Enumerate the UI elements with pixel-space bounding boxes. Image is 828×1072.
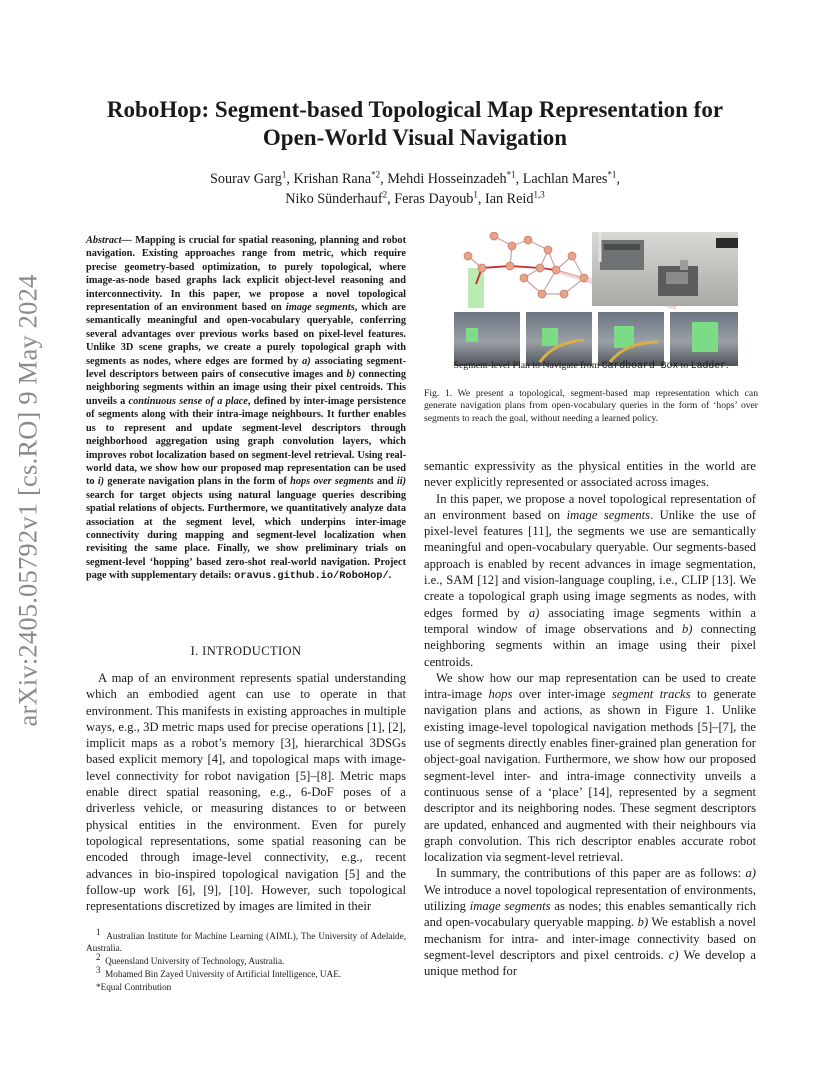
abstract-emphasis: hops over segments — [290, 476, 374, 488]
text-run: to generate navigation plans and actions, as shown in Figure 1. Unlike existing image-level topological navigation methods [5]–[7], the use of segments directly enables finer-grained plan generation for object-goal navigation. Furthermore, we show how our proposed segment-level inter- and intra-image connectivity unveils a continuous sense of a ‘place’ [14], represented by a segment descriptor and its neighboring nodes. These segment descriptors are updated, enhanced and augmented with their neighbours via graph convolution. This rich descriptor enables accurate robot localization via segment-level retrieval. — [424, 687, 756, 865]
figure-1-graphic — [454, 232, 738, 367]
source-object-label: Cardboard Box — [601, 360, 679, 371]
abstract-text: search for target objects using natural language queries describing spatial relations of objects. Furthermore, we quantitatively analyze data association at the segment level, which underpins inter-image connectivity during mapping and segment-level localization when revisiting the same place. Finally, we show preliminary trials on segment-level ‘hopping’ based zero-shot real-world navigation. Project page with supplementary details: — [86, 489, 406, 582]
text-run: over inter-image — [512, 687, 612, 702]
abstract-emphasis: continuous sense of a place — [128, 395, 248, 407]
intro-paragraph: A map of an environment represents spatial understanding which an embodied agent can use to operate in that environment. This manifests in existing approaches in multiple ways, e.g., 3D metric maps used for precise operations [1], [2], implicit maps as a robot’s memory [3], hierarchical 3DSGs based explicit memory [4], and topological maps with image-level connectivity for robot navigation [5]–[8]. Metric maps enable direct spatial reasoning, e.g., 6-DoF poses of a driverless vehicle, or measuring distances to or between physical entities in the environment. Even for purely topological representations, some spatial reasoning can be encoded through image-level connectivity, e.g., recent advances in bio-inspired topological navigation [5] and the follow-up work [6], [9], [10]. However, such topological representations discretized by images are limited in their — [86, 671, 406, 914]
camera-frame-sequence — [454, 312, 738, 366]
affiliation-mark: 1,3 — [533, 189, 545, 200]
abstract-emphasis: b) — [346, 369, 356, 381]
figure-label-text: to — [678, 360, 691, 371]
robot-scene-photo — [592, 232, 738, 306]
author-name: Krishan Rana — [293, 171, 372, 187]
footnote-mark: 3 — [96, 964, 101, 975]
abstract-text: , which are semantically meaningful and open-vocabulary queryable, conferring several advantages over previous works based on pixel-level features. Unlike 3D scene graphs, we create a purely topological graph with segments as nodes, where edges are formed by — [86, 302, 406, 367]
authors-line-2: Niko Sünderhauf$^2$, Feras Dayoub$^1$, Ian Reid$^{1,3}$ — [285, 189, 545, 207]
text-run: In summary, the contributions of this paper are as follows: — [436, 866, 746, 881]
abstract-text: — Mapping is crucial for spatial reasoning, planning and robot navigation. Existing approaches range from metric, which require precise geometry-based optimization, to purely topological, where image-as-node based graphs lack explicit object-level reasoning and interconnectivity. In this paper, we propose a novel topological representation of an environment based on — [86, 235, 406, 314]
arxiv-id-text: arXiv:2405.05792v1 [cs.RO] 9 May 2024 — [12, 274, 43, 726]
emphasis: b) — [637, 915, 649, 930]
abstract-text: associating segment-level descriptors between pairs of consecutive images and — [86, 355, 407, 381]
text-run: associating image segments within a temporal window of image observations and — [424, 605, 756, 636]
abstract-text: generate navigation plans in the form of — [104, 476, 291, 488]
affiliation-mark: *1 — [607, 169, 617, 180]
affiliation-mark: *2 — [371, 169, 381, 180]
author-list — [70, 169, 760, 209]
author-name: Mehdi Hosseinzadeh — [387, 171, 507, 187]
emphasis: image segments — [566, 507, 651, 522]
figure-1 — [454, 232, 738, 367]
abstract-text: connecting neighboring segments within an image using their pixel centroids. This unveils a — [86, 369, 406, 407]
abstract — [86, 234, 406, 584]
author-name: Ian Reid — [485, 191, 534, 207]
authors-line-1: Sourav Garg$^1$, Krishan Rana$^{*2}$, Mehdi Hosseinzadeh$^{*1}$, Lachlan Mares$^{*1}$, — [210, 169, 620, 187]
text-run: . Unlike the use of pixel-level features [11], the segments we use are semantically meaningful and open-vocabulary queryable. Our segments-based approach is enabled by recent advances in image segmentation, i.e., SAM [12] and vision-language coupling, i.e., CLIP [13]. We create a topological graph using image segments as nodes, with edges formed by — [424, 507, 756, 620]
author-name: Sourav Garg — [210, 171, 282, 187]
text-run: We establish a novel mechanism for intra- and inter-image connectivity based on segment-level descriptors and pixel centroids. — [424, 915, 756, 962]
introduction-left-column — [86, 670, 406, 914]
affiliation-mark: 1 — [473, 189, 478, 200]
abstract-text: . — [388, 570, 392, 582]
abstract-text: and — [373, 476, 397, 488]
text-run: We show how our map representation can be used to create intra-image — [424, 670, 756, 702]
figure-caption: Fig. 1. We present a topological, segment-based map representation which can generate navigation plans from open-vocabulary queries in the form of ‘hops’ over segments to reach the goal, without needing a learned policy. — [424, 388, 758, 424]
abstract-label: Abstract — [86, 235, 122, 246]
emphasis: hops — [488, 687, 513, 702]
paper-title — [70, 96, 760, 152]
emphasis: segment tracks — [612, 687, 691, 702]
introduction-right-column — [424, 458, 756, 980]
footnote-1 — [86, 926, 406, 954]
author-name: Niko Sünderhauf — [285, 191, 383, 207]
footnote-2 — [86, 951, 406, 967]
text-run: as nodes; this enables semantically rich and open-vocabulary queryable mapping. — [424, 899, 756, 930]
title-line-1: RoboHop: Segment-based Topological Map Representation for — [106, 97, 724, 122]
goal-segment-highlight — [468, 268, 484, 308]
footnote-4: *Equal Contribution — [96, 982, 172, 992]
text-run: We develop a unique method for — [424, 947, 756, 979]
abstract-emphasis: a) — [302, 355, 311, 367]
emphasis: image segments — [469, 899, 551, 914]
footnote-3 — [86, 964, 406, 980]
text-run: In this paper, we propose a novel topological representation of an environment based on — [424, 491, 756, 522]
affiliation-mark: 1 — [281, 169, 287, 180]
footnote-text: Mohamed Bin Zayed University of Artificial Intelligence, UAE. — [105, 969, 342, 979]
intro-paragraph — [424, 865, 756, 979]
project-url-link[interactable]: oravus.github.io/RoboHop/ — [234, 570, 389, 583]
text-run: We introduce a novel topological representation of environments, utilizing — [424, 882, 756, 914]
emphasis: a) — [745, 866, 756, 881]
author-name: Lachlan Mares — [522, 171, 608, 187]
abstract-text: , defined by inter-image persistence of segments along with their intra-image neighbours. It further enables us to represent and update segment-level descriptors through neighborhood aggregation using graph convolution layers, which improves robot localization based on segment-level retrieval. Using real-world data, we show how our proposed map representation can be used to — [86, 395, 406, 488]
footnote-text: Australian Institute for Machine Learning (AIML), The University of Adelaide, Australia. — [86, 931, 406, 953]
arxiv-identifier — [6, 274, 50, 726]
footnote-text: Queensland University of Technology, Australia. — [105, 956, 285, 966]
emphasis: c) — [668, 947, 679, 962]
footnote-mark: 1 — [96, 926, 101, 937]
abstract-emphasis: ii) — [396, 476, 406, 488]
affiliation-mark: *1 — [506, 169, 516, 180]
emphasis: b) — [681, 621, 693, 636]
emphasis: a) — [528, 605, 540, 620]
intro-paragraph: semantic expressivity as the physical entities in the world are never explicitly represented or associated across images. — [424, 459, 756, 490]
affiliation-mark: 2 — [382, 189, 388, 200]
figure-label-text: . — [726, 360, 729, 371]
target-object-label: Ladder — [690, 360, 727, 371]
intro-paragraph — [424, 670, 756, 866]
author-name: Feras Dayoub — [394, 191, 474, 207]
topological-graph — [468, 236, 584, 294]
figure-inline-label — [424, 360, 758, 371]
footnote-mark: 2 — [96, 951, 101, 962]
text-run: connecting neighboring segments within an image using their pixel centroids. — [424, 621, 756, 669]
footnotes — [86, 926, 406, 994]
title-line-2: Open-World Visual Navigation — [262, 125, 568, 150]
intro-paragraph — [424, 491, 756, 670]
abstract-emphasis: i) — [97, 476, 105, 488]
figure-label-text: Segment-level Plan to Navigate from — [453, 360, 602, 371]
section-heading-introduction: I. INTRODUCTION — [190, 644, 302, 658]
abstract-emphasis: image segments — [285, 302, 355, 314]
